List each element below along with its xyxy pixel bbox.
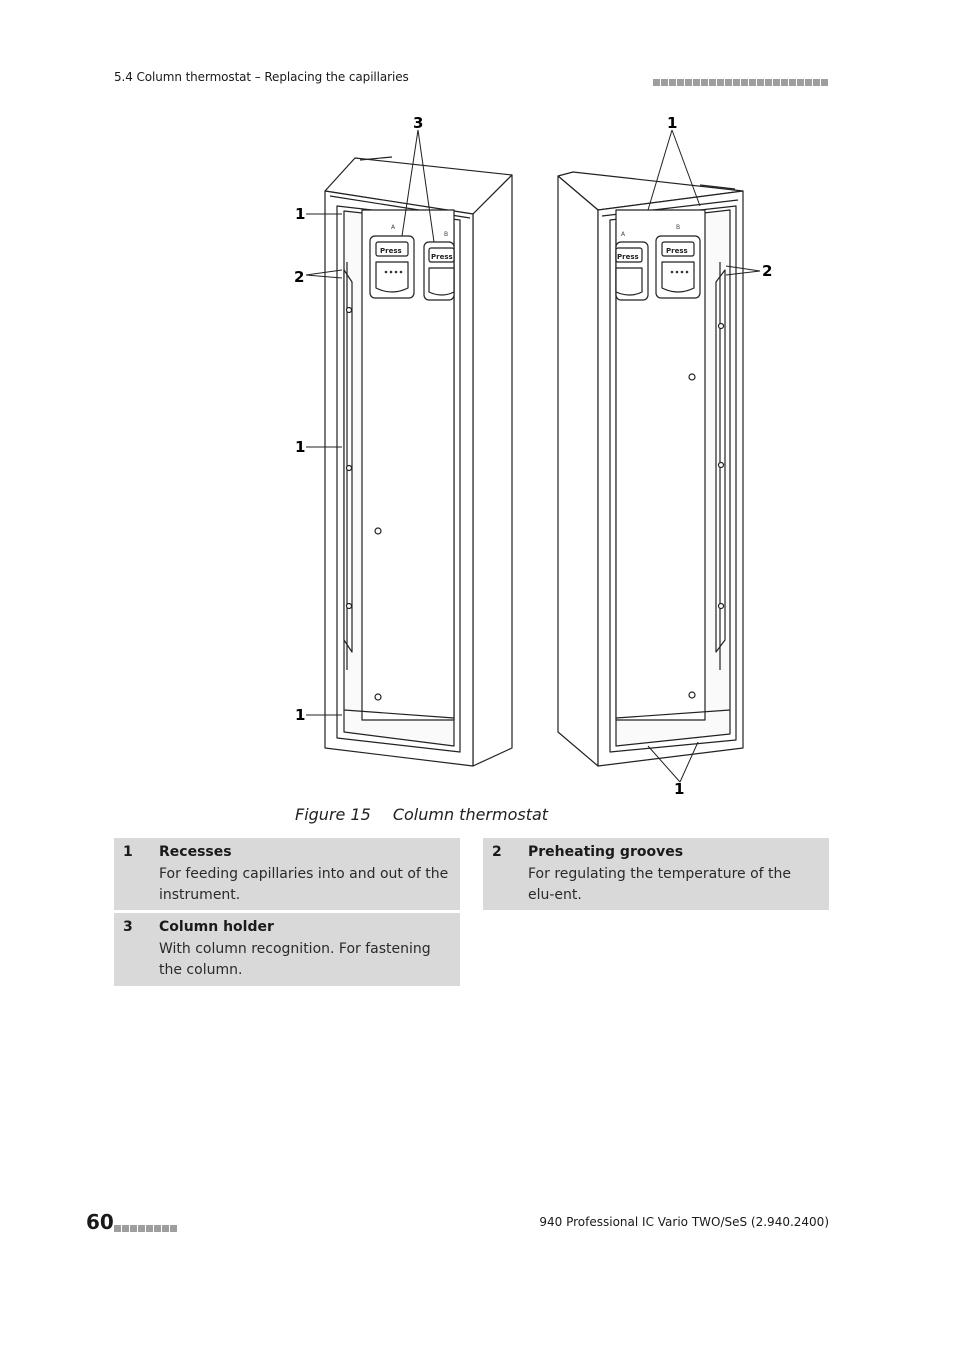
callout-2-right: 2: [762, 262, 773, 280]
press-label: Press: [431, 253, 453, 261]
running-header-section: 5.4 Column thermostat – Replacing the capillaries: [114, 70, 409, 84]
footer-dot-bar: [114, 1218, 178, 1237]
legend-title: Recesses: [159, 844, 232, 860]
legend-number: 1: [123, 844, 133, 860]
legend-description: With column recognition. For fastening the column.: [159, 941, 431, 978]
press-label: Press: [617, 253, 639, 261]
slot-a-label: A: [391, 224, 396, 231]
legend-title: Preheating grooves: [528, 844, 684, 860]
thermostat-drawing: [280, 108, 800, 808]
figure-number: Figure 15: [295, 805, 371, 824]
callout-1-right-bottom: 1: [674, 780, 685, 798]
callout-1-left-bottom: 1: [295, 706, 306, 724]
legend-item: [114, 913, 460, 986]
legend-number: 2: [492, 844, 502, 860]
legend-number: 3: [123, 919, 133, 935]
page-number: 60: [86, 1210, 114, 1234]
callout-1-left-top: 1: [295, 205, 306, 223]
callout-2-left: 2: [294, 268, 305, 286]
press-label: Press: [380, 247, 402, 255]
figure-caption: [295, 805, 548, 824]
column-thermostat-figure: [280, 108, 800, 808]
footer-product-name: 940 Professional IC Vario TWO/SeS (2.940.2400): [539, 1215, 829, 1229]
slot-b-label: B: [444, 231, 449, 238]
slot-b-label: B: [676, 224, 681, 231]
legend-item: [483, 838, 829, 910]
legend-item: [114, 838, 460, 910]
legend-description: For feeding capillaries into and out of the instrument.: [159, 866, 449, 903]
callout-1-right-top: 1: [667, 114, 678, 132]
legend-title: Column holder: [159, 919, 274, 935]
figure-title: Column thermostat: [392, 805, 549, 824]
header-dot-bar: [653, 72, 829, 91]
callout-1-left-mid: 1: [295, 438, 306, 456]
legend-description: For regulating the temperature of the elu-ent.: [528, 866, 791, 903]
press-label: Press: [666, 247, 688, 255]
callout-3: 3: [413, 114, 424, 132]
slot-a-label: A: [621, 231, 626, 238]
